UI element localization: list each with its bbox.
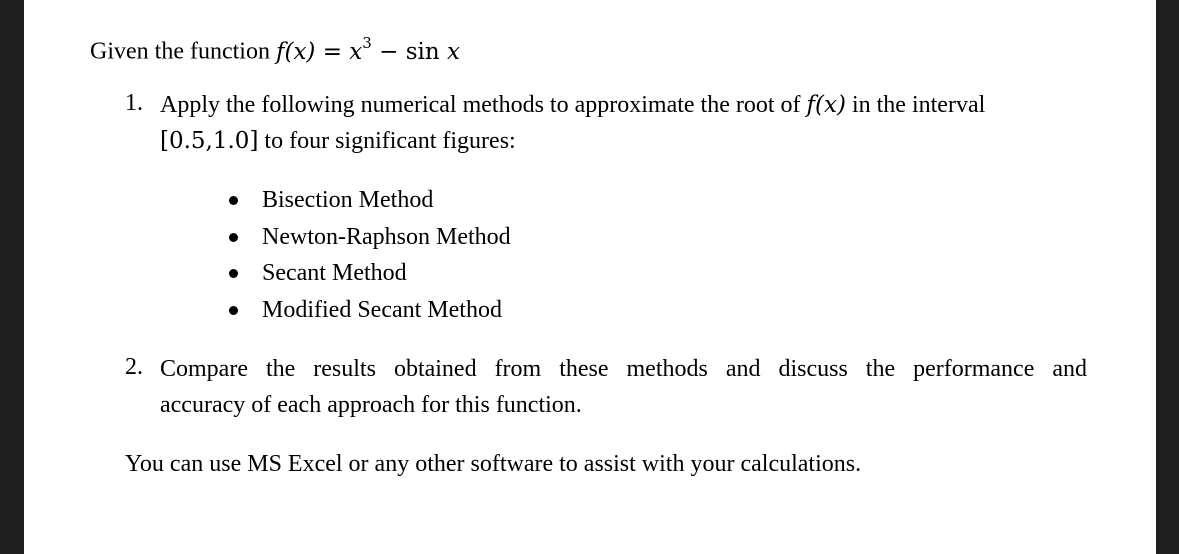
equals-sign: = [322, 38, 342, 65]
item2-line2: accuracy of each approach for this function. [160, 392, 582, 418]
minus-sign: − [379, 38, 399, 65]
function-lhs: f(x) [275, 38, 316, 65]
intro-line [90, 30, 460, 67]
item2-word: performance [913, 356, 1035, 382]
item2-line1 [160, 354, 1087, 384]
item1-line2 [160, 126, 516, 156]
sin-argument: x [447, 38, 461, 65]
item2-word: from [494, 356, 542, 382]
method-item: Newton-Raphson Method [262, 224, 511, 250]
item2-word: obtained [393, 356, 477, 382]
intro-prefix: Given the function [90, 38, 270, 65]
item2-word: these [559, 356, 609, 382]
item2-word: and [725, 356, 761, 382]
item2-word: Compare [160, 356, 248, 382]
bullet-dot [229, 233, 238, 242]
item2-word: methods [626, 356, 708, 382]
item1-number: 1. [125, 90, 143, 116]
item2-number: 2. [125, 354, 143, 380]
method-item: Secant Method [262, 260, 407, 286]
document-page [24, 0, 1156, 554]
item1-line1-math: f(x) [806, 92, 846, 118]
function-exponent: 3 [362, 34, 372, 52]
item2-word: discuss [778, 356, 848, 382]
method-item: Modified Secant Method [262, 297, 502, 323]
sin-operator: sin [405, 38, 440, 65]
method-item: Bisection Method [262, 187, 434, 213]
function-x: x [349, 38, 363, 65]
item2-word: and [1052, 356, 1087, 382]
function-definition [275, 34, 461, 65]
bullet-dot [229, 196, 238, 205]
item2-word: the [865, 356, 896, 382]
item2-word: the [265, 356, 296, 382]
item2-word: results [313, 356, 376, 382]
item1-line1-text: Apply the following numerical methods to approximate the root of [160, 92, 801, 118]
footer-note: You can use MS Excel or any other software to assist with your calculations. [125, 451, 862, 477]
bullet-dot [229, 269, 238, 278]
item1-line1 [160, 90, 985, 120]
item1-interval: [0.5,1.0] [160, 128, 259, 154]
item1-line1-end: in the interval [851, 92, 986, 118]
item1-line2-text: to four significant figures: [264, 128, 516, 154]
bullet-dot [229, 306, 238, 315]
